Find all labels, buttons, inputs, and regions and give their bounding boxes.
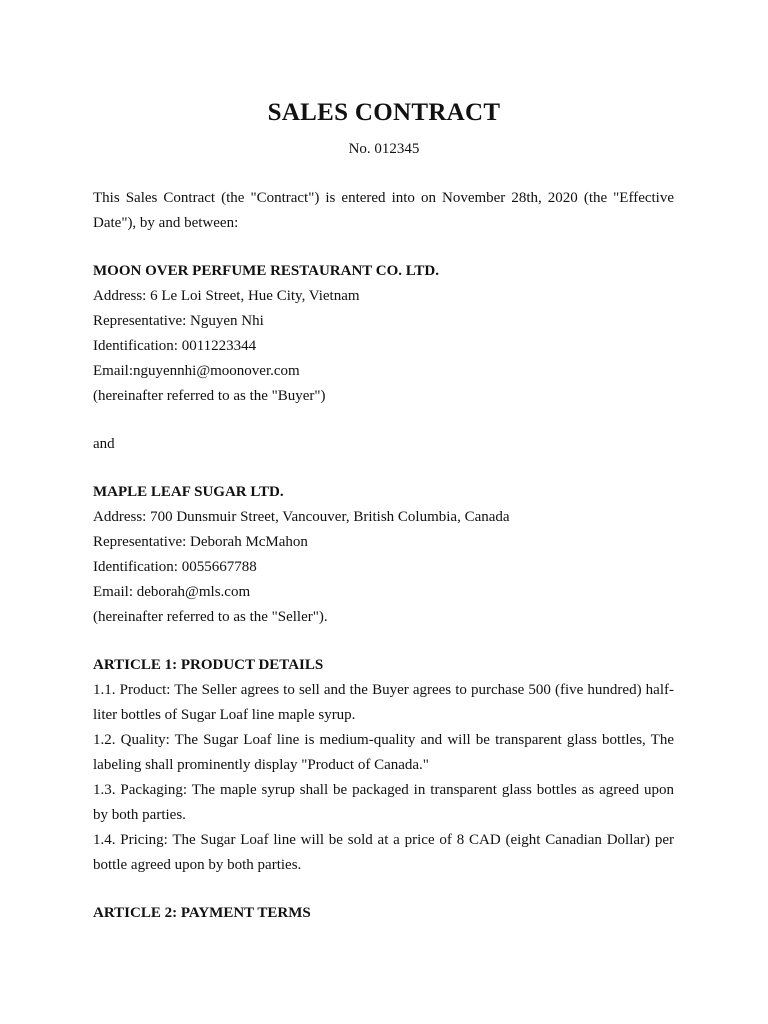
- conjunction-and: and: [93, 436, 115, 452]
- contract-body: [93, 186, 674, 926]
- contract-number: No. 012345: [348, 141, 420, 157]
- article-2-heading: ARTICLE 2: PAYMENT TERMS: [93, 905, 311, 921]
- seller-block: [93, 480, 674, 630]
- buyer-representative: Representative: Nguyen Nhi: [93, 313, 264, 329]
- article-1: [93, 653, 674, 878]
- clause-1-1: 1.1. Product: The Seller agrees to sell and the Buyer agrees to purchase 500 (five hundred) half-liter bottles of Sugar Loaf line maple syrup.: [93, 682, 674, 723]
- buyer-email: Email:nguyennhi@moonover.com: [93, 363, 300, 379]
- buyer-address: Address: 6 Le Loi Street, Hue City, Vietnam: [93, 288, 360, 304]
- intro-paragraph: This Sales Contract (the "Contract") is entered into on November 28th, 2020 (the "Effective Date"), by and between:: [93, 190, 674, 231]
- buyer-reference: (hereinafter referred to as the "Buyer"): [93, 388, 326, 404]
- seller-name: MAPLE LEAF SUGAR LTD.: [93, 484, 284, 500]
- seller-identification: Identification: 0055667788: [93, 559, 257, 575]
- seller-email: Email: deborah@mls.com: [93, 584, 251, 600]
- seller-reference: (hereinafter referred to as the "Seller").: [93, 609, 328, 625]
- clause-1-4: 1.4. Pricing: The Sugar Loaf line will be sold at a price of 8 CAD (eight Canadian Dollar) per bottle agreed upon by both parties.: [93, 832, 674, 873]
- article-1-heading: ARTICLE 1: PRODUCT DETAILS: [93, 657, 324, 673]
- clause-1-3: 1.3. Packaging: The maple syrup shall be packaged in transparent glass bottles as agreed upon by both parties.: [93, 782, 674, 823]
- seller-address: Address: 700 Dunsmuir Street, Vancouver, British Columbia, Canada: [93, 509, 510, 525]
- buyer-identification: Identification: 0011223344: [93, 338, 257, 354]
- article-2: [93, 901, 674, 926]
- seller-representative: Representative: Deborah McMahon: [93, 534, 308, 550]
- clause-1-2: 1.2. Quality: The Sugar Loaf line is medium-quality and will be transparent glass bottles, The labeling shall prominently display "Product of Canada.": [93, 732, 674, 773]
- buyer-name: MOON OVER PERFUME RESTAURANT CO. LTD.: [93, 263, 440, 279]
- contract-title: SALES CONTRACT: [267, 99, 501, 126]
- buyer-block: [93, 259, 674, 409]
